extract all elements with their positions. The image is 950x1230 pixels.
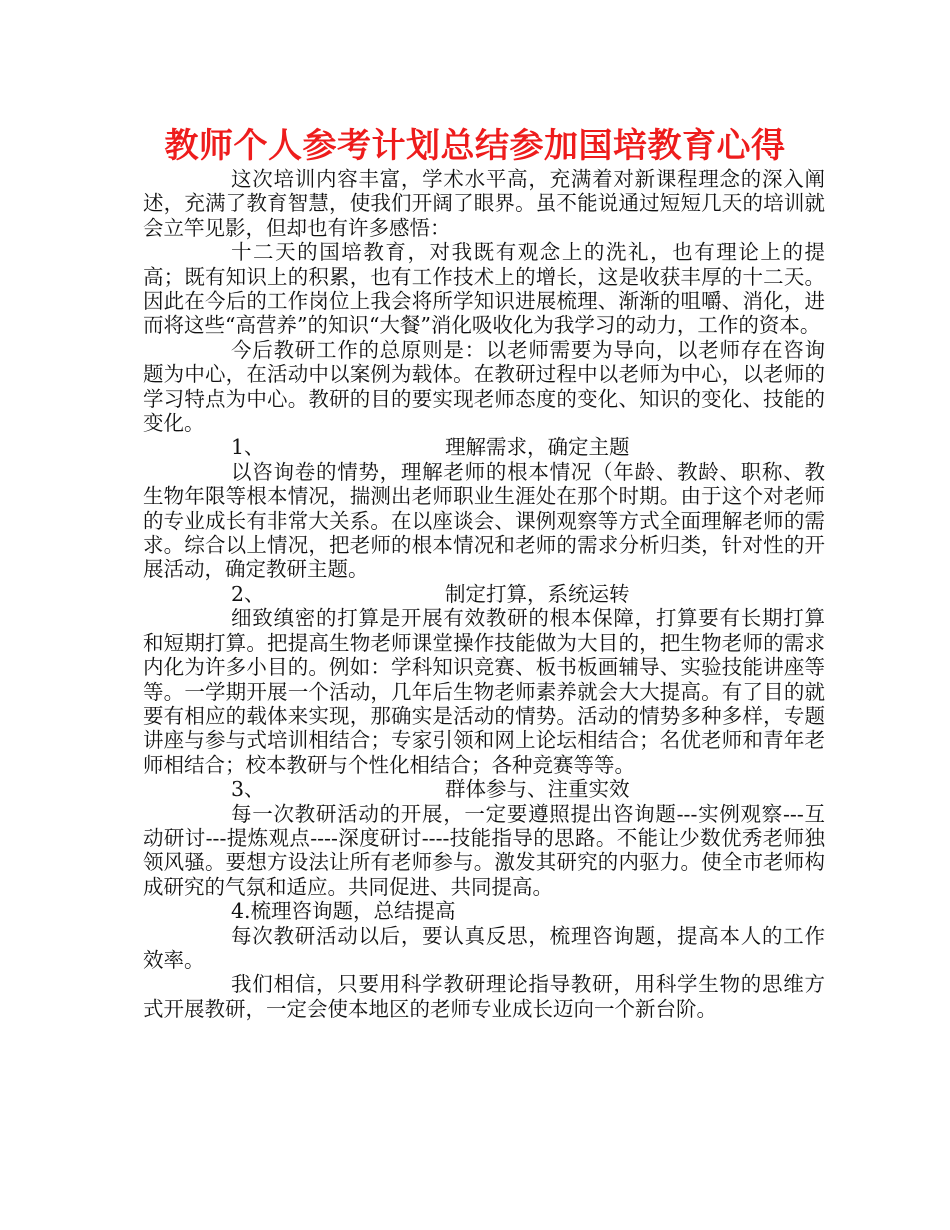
section-number: 2、 (231, 581, 265, 606)
section-number: 1、 (231, 435, 265, 460)
paragraph: 这次培训内容丰富，学术水平高，充满着对新课程理念的深入阐述，充满了教育智慧，使我们开阔了眼界。虽不能说通过短短几天的培训就会立竿见影，但却也有许多感悟： (143, 167, 825, 240)
paragraph: 十二天的国培教育，对我既有观念上的洗礼，也有理论上的提高；既有知识上的积累，也有工作技术上的增长，这是收获丰厚的十二天。因此在今后的工作岗位上我会将所学知识进展梳理、渐渐的咀嚼、消化，进而将这些“高营养”的知识“大餐”消化吸收化为我学习的动力，工作的资本。 (143, 240, 825, 338)
document-title: 教师个人参考计划总结参加国培教育心得 (164, 126, 786, 166)
paragraph: 今后教研工作的总原则是：以老师需要为导向，以老师存在咨询题为中心，在活动中以案例为载体。在教研过程中以老师为中心，以老师的学习特点为中心。教研的目的要实现老师态度的变化、知识的变化、技能的变化。 (143, 337, 825, 436)
section-number: 3、 (231, 777, 265, 802)
section-heading-4: 4.梳理咨询题，总结提高 (231, 899, 456, 924)
paragraph: 细致缜密的打算是开展有效教研的根本保障，打算要有长期打算和短期打算。把提高生物老师课堂操作技能做为大目的，把生物老师的需求内化为许多小目的。例如：学科知识竞赛、板书板画辅导、实验技能讲座等等。一学期开展一个活动，几年后生物老师素养就会大大提高。有了目的就要有相应的载体来实现，那确实是活动的情势。活动的情势多种多样，专题讲座与参与式培训相结合；专家引领和网上论坛相结合；名优老师和青年老师相结合；校本教研与个性化相结合；各种竞赛等等。 (143, 606, 825, 777)
section-heading-1 (143, 435, 825, 459)
document-body (143, 167, 825, 1021)
paragraph: 每一次教研活动的开展，一定要遵照提出咨询题---实例观察---互动研讨---提炼观点----深度研讨----技能指导的思路。不能让少数优秀老师独领风骚。要想方设法让所有老师参与。激发其研究的内驱力。使全市老师构成研究的气氛和适应。共同促进、共同提高。 (143, 801, 825, 899)
paragraph: 每次教研活动以后，要认真反思，梳理咨询题，提高本人的工作效率。 (143, 923, 825, 972)
section-heading-3 (143, 777, 825, 801)
section-heading-text: 理解需求，确定主题 (445, 435, 630, 460)
paragraph: 我们相信，只要用科学教研理论指导教研，用科学生物的思维方式开展教研，一定会使本地区的老师专业成长迈向一个新台阶。 (143, 972, 825, 1021)
section-heading-text: 制定打算，系统运转 (445, 581, 630, 606)
section-heading-2 (143, 582, 825, 606)
paragraph: 以咨询卷的情势，理解老师的根本情况（年龄、教龄、职称、教生物年限等根本情况，揣测出老师职业生涯处在那个时期。由于这个对老师的专业成长有非常大关系。在以座谈会、课例观察等方式全面理解老师的需求。综合以上情况，把老师的根本情况和老师的需求分析归类，针对性的开展活动，确定教研主题。 (143, 459, 825, 582)
section-heading-text: 群体参与、注重实效 (445, 777, 630, 802)
